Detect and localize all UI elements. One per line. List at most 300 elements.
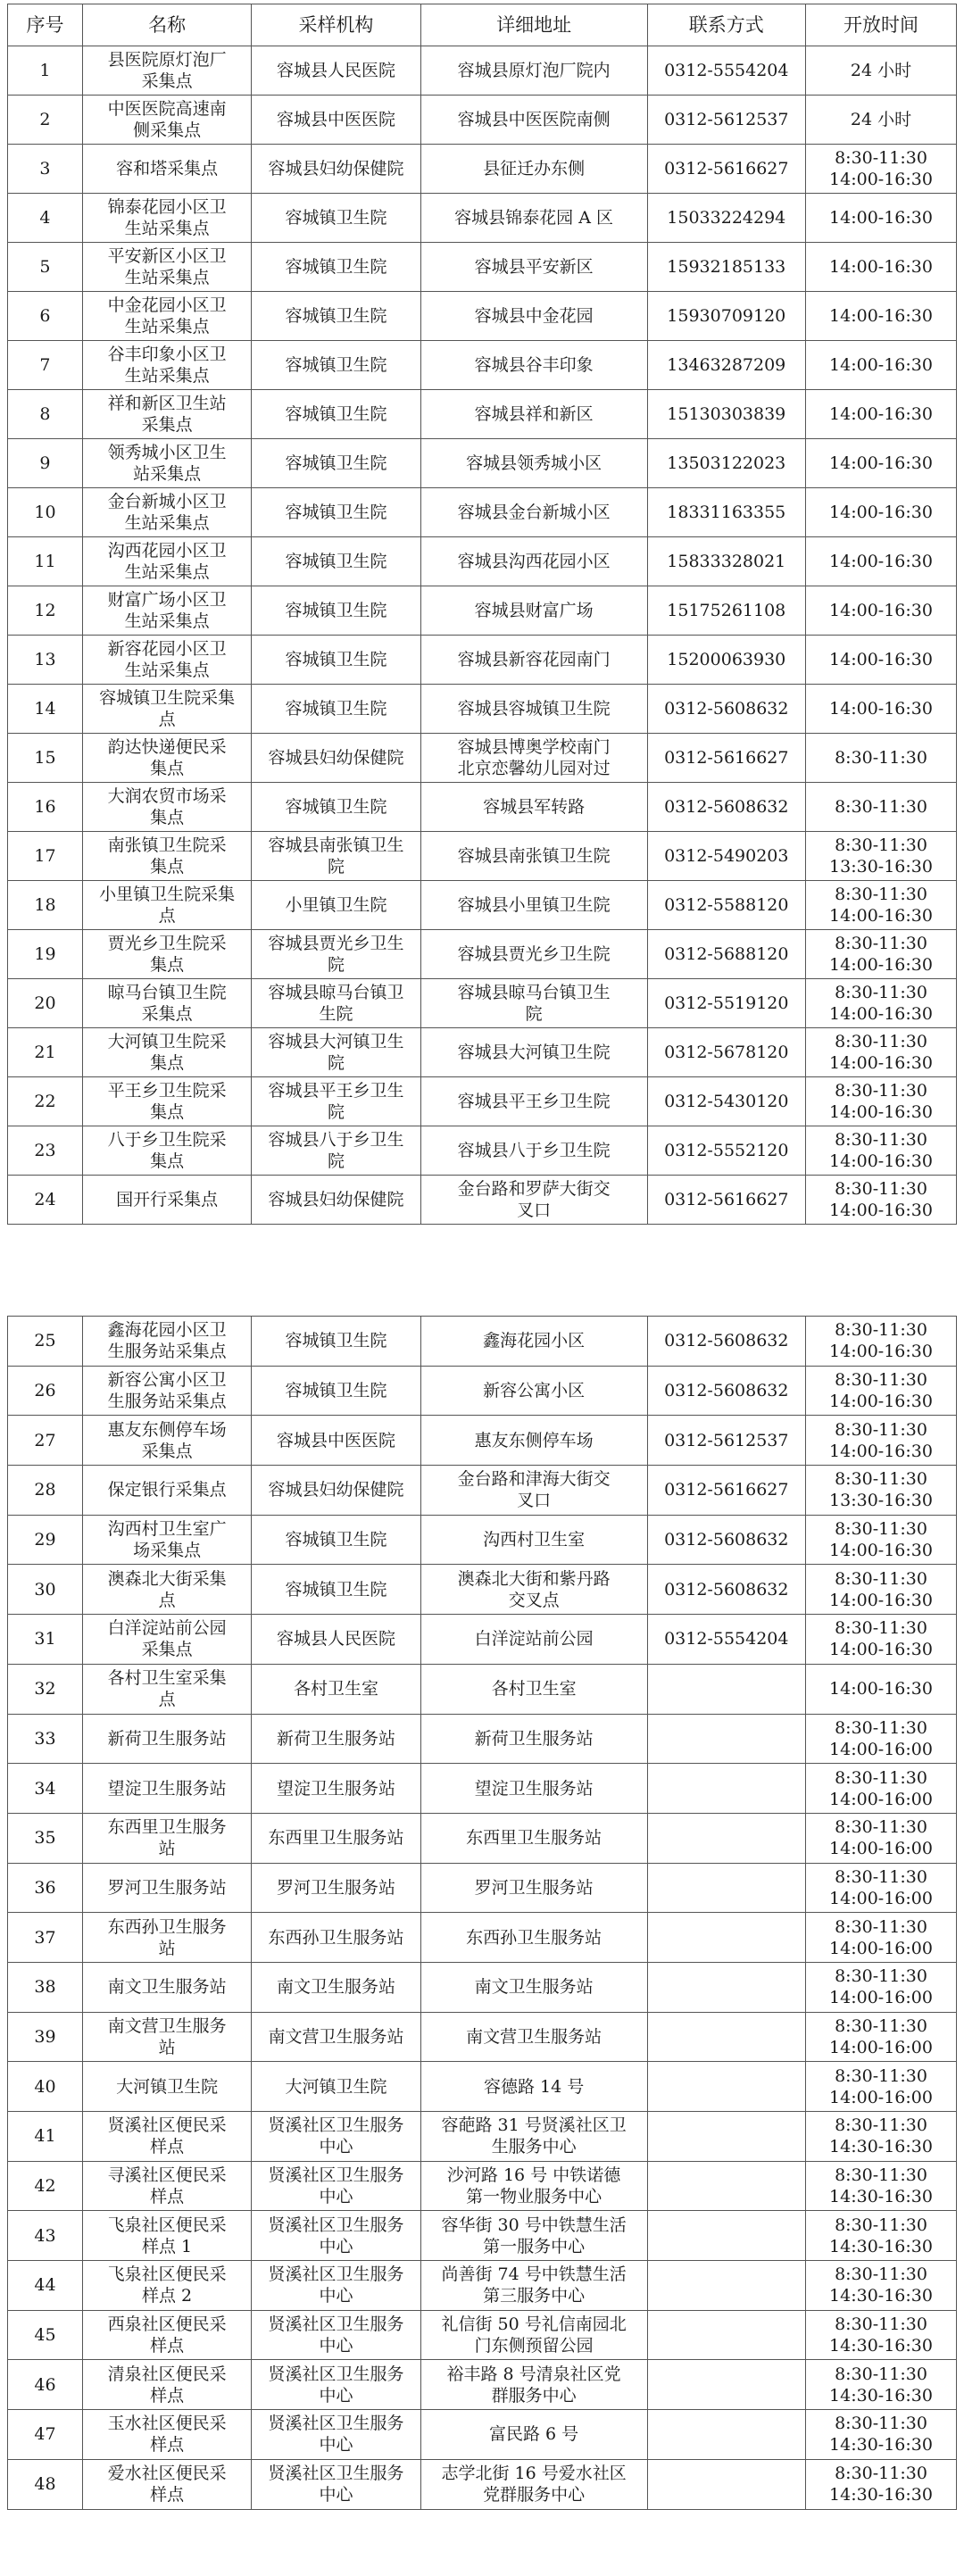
cell-name: 新容公寓小区卫 生服务站采集点: [82, 1366, 251, 1416]
cell-contact: [647, 1962, 806, 2012]
cell-address: 容城县贾光乡卫生院: [420, 930, 647, 979]
cell-hours: 14:00-16:30: [806, 194, 957, 243]
cell-index: 6: [8, 292, 83, 341]
cell-address: 容城县财富广场: [420, 586, 647, 636]
cell-address: 容城县博奥学校南门 北京恋馨幼儿园对过: [420, 734, 647, 783]
cell-index: 26: [8, 1366, 83, 1416]
cell-contact: [647, 2360, 806, 2410]
cell-address: 裕丰路 8 号清泉社区党 群服务中心: [420, 2360, 647, 2410]
cell-contact: 0312-5608632: [647, 1565, 806, 1615]
cell-index: 11: [8, 537, 83, 586]
cell-index: 23: [8, 1126, 83, 1176]
cell-address: 望淀卫生服务站: [420, 1764, 647, 1814]
cell-institution: 容城镇卫生院: [252, 1317, 420, 1367]
cell-contact: [647, 2012, 806, 2062]
table-row: [8, 1565, 957, 1615]
header-index: 序号: [8, 4, 83, 46]
header-row: [8, 4, 957, 46]
cell-name: 大河镇卫生院: [82, 2062, 251, 2112]
cell-institution: 容城县中医医院: [252, 96, 420, 145]
cell-name: 爱水社区便民采 样点: [82, 2459, 251, 2509]
cell-institution: 容城镇卫生院: [252, 439, 420, 488]
cell-institution: 容城县妇幼保健院: [252, 145, 420, 194]
cell-name: 平王乡卫生院采 集点: [82, 1077, 251, 1126]
cell-name: 大润农贸市场采 集点: [82, 783, 251, 832]
cell-hours: 8:30-11:30 14:00-16:30: [806, 1416, 957, 1466]
cell-name: 国开行采集点: [82, 1176, 251, 1225]
cell-name: 金台新城小区卫 生站采集点: [82, 488, 251, 537]
cell-institution: 容城镇卫生院: [252, 243, 420, 292]
cell-index: 35: [8, 1813, 83, 1863]
cell-address: 容城县领秀城小区: [420, 439, 647, 488]
table-row: [8, 1813, 957, 1863]
cell-hours: 8:30-11:30 14:00-16:30: [806, 1515, 957, 1565]
cell-index: 18: [8, 881, 83, 930]
table-row: [8, 341, 957, 390]
cell-name: 寻溪社区便民采 样点: [82, 2161, 251, 2211]
table-row: [8, 1416, 957, 1466]
cell-name: 祥和新区卫生站 采集点: [82, 390, 251, 439]
cell-index: 40: [8, 2062, 83, 2112]
cell-index: 14: [8, 685, 83, 734]
cell-index: 12: [8, 586, 83, 636]
cell-contact: [647, 2410, 806, 2460]
cell-name: 中金花园小区卫 生站采集点: [82, 292, 251, 341]
cell-name: 保定银行采集点: [82, 1466, 251, 1516]
cell-index: 32: [8, 1664, 83, 1714]
cell-address: 容城县容城镇卫生院: [420, 685, 647, 734]
cell-name: 东西里卫生服务 站: [82, 1813, 251, 1863]
cell-institution: 容城镇卫生院: [252, 341, 420, 390]
cell-institution: 容城县妇幼保健院: [252, 1176, 420, 1225]
cell-institution: 贤溪社区卫生服务 中心: [252, 2211, 420, 2261]
cell-hours: 14:00-16:30: [806, 292, 957, 341]
cell-hours: 8:30-11:30 14:00-16:00: [806, 1863, 957, 1913]
cell-index: 38: [8, 1962, 83, 2012]
cell-address: 金台路和津海大街交 叉口: [420, 1466, 647, 1516]
cell-name: 沟西村卫生室广 场采集点: [82, 1515, 251, 1565]
table-row: [8, 1028, 957, 1077]
cell-institution: 容城县平王乡卫生 院: [252, 1077, 420, 1126]
cell-address: 罗河卫生服务站: [420, 1863, 647, 1913]
cell-name: 贤溪社区便民采 样点: [82, 2112, 251, 2162]
cell-institution: 贤溪社区卫生服务 中心: [252, 2261, 420, 2311]
cell-hours: 8:30-11:30 14:30-16:30: [806, 2310, 957, 2360]
cell-contact: 15130303839: [647, 390, 806, 439]
cell-contact: 0312-5608632: [647, 1317, 806, 1367]
table-row: [8, 783, 957, 832]
cell-institution: 望淀卫生服务站: [252, 1764, 420, 1814]
table-row: [8, 2062, 957, 2112]
cell-address: 容城县锦泰花园 A 区: [420, 194, 647, 243]
cell-name: 沟西花园小区卫 生站采集点: [82, 537, 251, 586]
cell-institution: 罗河卫生服务站: [252, 1863, 420, 1913]
cell-address: 容城县谷丰印象: [420, 341, 647, 390]
cell-address: 新容公寓小区: [420, 1366, 647, 1416]
cell-name: 新荷卫生服务站: [82, 1714, 251, 1764]
cell-address: 容城县八于乡卫生院: [420, 1126, 647, 1176]
cell-hours: 8:30-11:30 13:30-16:30: [806, 832, 957, 881]
cell-name: 县医院原灯泡厂 采集点: [82, 46, 251, 96]
cell-contact: 0312-5612537: [647, 96, 806, 145]
cell-address: 东西孙卫生服务站: [420, 1913, 647, 1963]
cell-institution: 容城镇卫生院: [252, 1366, 420, 1416]
cell-name: 容城镇卫生院采集 点: [82, 685, 251, 734]
cell-name: 大河镇卫生院采 集点: [82, 1028, 251, 1077]
cell-contact: 0312-5612537: [647, 1416, 806, 1466]
cell-hours: 8:30-11:30 14:00-16:30: [806, 1317, 957, 1367]
table-row: [8, 979, 957, 1028]
table-row: [8, 2012, 957, 2062]
cell-contact: 18331163355: [647, 488, 806, 537]
cell-index: 2: [8, 96, 83, 145]
cell-hours: 8:30-11:30 14:00-16:30: [806, 881, 957, 930]
table-row: [8, 930, 957, 979]
cell-hours: 8:30-11:30 14:00-16:00: [806, 1813, 957, 1863]
cell-institution: 东西里卫生服务站: [252, 1813, 420, 1863]
cell-contact: [647, 2310, 806, 2360]
cell-contact: 0312-5490203: [647, 832, 806, 881]
cell-address: 礼信街 50 号礼信南园北 门东侧预留公园: [420, 2310, 647, 2360]
table-row: [8, 1962, 957, 2012]
cell-index: 27: [8, 1416, 83, 1466]
cell-hours: 14:00-16:30: [806, 243, 957, 292]
cell-index: 41: [8, 2112, 83, 2162]
cell-name: 清泉社区便民采 样点: [82, 2360, 251, 2410]
cell-name: 小里镇卫生院采集 点: [82, 881, 251, 930]
table-row: [8, 537, 957, 586]
cell-address: 容城县原灯泡厂院内: [420, 46, 647, 96]
cell-name: 南文卫生服务站: [82, 1962, 251, 2012]
cell-index: 31: [8, 1615, 83, 1665]
cell-hours: 8:30-11:30 14:00-16:30: [806, 1077, 957, 1126]
cell-hours: 8:30-11:30 14:00-16:30: [806, 1615, 957, 1665]
cell-name: 平安新区小区卫 生站采集点: [82, 243, 251, 292]
cell-hours: 24 小时: [806, 46, 957, 96]
table-row: [8, 2360, 957, 2410]
cell-address: 惠友东侧停车场: [420, 1416, 647, 1466]
cell-institution: 容城县晾马台镇卫 生院: [252, 979, 420, 1028]
cell-contact: 0312-5588120: [647, 881, 806, 930]
cell-contact: 15200063930: [647, 636, 806, 685]
cell-index: 19: [8, 930, 83, 979]
cell-hours: 8:30-11:30 14:00-16:00: [806, 1714, 957, 1764]
cell-address: 容城县金台新城小区: [420, 488, 647, 537]
cell-hours: 14:00-16:30: [806, 341, 957, 390]
table-row: [8, 636, 957, 685]
cell-hours: 8:30-11:30 14:30-16:30: [806, 2161, 957, 2211]
table-row: [8, 734, 957, 783]
cell-hours: 8:30-11:30 14:00-16:00: [806, 1764, 957, 1814]
table-row: [8, 881, 957, 930]
cell-address: 县征迁办东侧: [420, 145, 647, 194]
cell-index: 22: [8, 1077, 83, 1126]
cell-name: 南文营卫生服务 站: [82, 2012, 251, 2062]
table-row: [8, 1176, 957, 1225]
cell-hours: 8:30-11:30 14:00-16:30: [806, 1366, 957, 1416]
cell-index: 33: [8, 1714, 83, 1764]
cell-contact: [647, 2161, 806, 2211]
cell-contact: [647, 2459, 806, 2509]
cell-contact: 0312-5552120: [647, 1126, 806, 1176]
cell-hours: 8:30-11:30 14:00-16:00: [806, 1962, 957, 2012]
table-row: [8, 243, 957, 292]
cell-hours: 8:30-11:30: [806, 783, 957, 832]
cell-address: 沟西村卫生室: [420, 1515, 647, 1565]
cell-institution: 容城县中医医院: [252, 1416, 420, 1466]
cell-index: 29: [8, 1515, 83, 1565]
cell-hours: 8:30-11:30 13:30-16:30: [806, 1466, 957, 1516]
cell-hours: 14:00-16:30: [806, 636, 957, 685]
cell-hours: 24 小时: [806, 96, 957, 145]
header-contact: 联系方式: [647, 4, 806, 46]
table-row: [8, 194, 957, 243]
cell-address: 容德路 14 号: [420, 2062, 647, 2112]
cell-name: 玉水社区便民采 样点: [82, 2410, 251, 2460]
sampling-sites-table-part1: [7, 4, 957, 1225]
cell-institution: 东西孙卫生服务站: [252, 1913, 420, 1963]
cell-index: 46: [8, 2360, 83, 2410]
sampling-sites-table-part2: [7, 1316, 957, 2510]
table-row: [8, 1615, 957, 1665]
cell-index: 17: [8, 832, 83, 881]
cell-index: 47: [8, 2410, 83, 2460]
cell-address: 容城县新容花园南门: [420, 636, 647, 685]
cell-address: 富民路 6 号: [420, 2410, 647, 2460]
cell-institution: 容城县妇幼保健院: [252, 1466, 420, 1516]
cell-institution: 南文营卫生服务站: [252, 2012, 420, 2062]
cell-index: 13: [8, 636, 83, 685]
cell-address: 容城县南张镇卫生院: [420, 832, 647, 881]
cell-contact: 0312-5688120: [647, 930, 806, 979]
table-row: [8, 488, 957, 537]
cell-index: 34: [8, 1764, 83, 1814]
cell-index: 43: [8, 2211, 83, 2261]
cell-contact: 13463287209: [647, 341, 806, 390]
table-row: [8, 586, 957, 636]
table-row: [8, 2161, 957, 2211]
table-row: [8, 1317, 957, 1367]
table-row: [8, 1764, 957, 1814]
table-row: [8, 1664, 957, 1714]
table-row: [8, 439, 957, 488]
cell-contact: [647, 1813, 806, 1863]
cell-hours: 8:30-11:30 14:30-16:30: [806, 2261, 957, 2311]
cell-contact: 0312-5554204: [647, 1615, 806, 1665]
cell-contact: 15932185133: [647, 243, 806, 292]
header-address: 详细地址: [420, 4, 647, 46]
cell-contact: [647, 2112, 806, 2162]
cell-name: 飞泉社区便民采 样点 2: [82, 2261, 251, 2311]
cell-index: 37: [8, 1913, 83, 1963]
cell-institution: 容城镇卫生院: [252, 636, 420, 685]
cell-address: 容城县大河镇卫生院: [420, 1028, 647, 1077]
cell-name: 八于乡卫生院采 集点: [82, 1126, 251, 1176]
cell-institution: 容城镇卫生院: [252, 1565, 420, 1615]
cell-index: 10: [8, 488, 83, 537]
cell-hours: 8:30-11:30 14:30-16:30: [806, 2360, 957, 2410]
cell-hours: 14:00-16:30: [806, 1664, 957, 1714]
cell-name: 新容花园小区卫 生站采集点: [82, 636, 251, 685]
header-hours: 开放时间: [806, 4, 957, 46]
cell-contact: 0312-5616627: [647, 1466, 806, 1516]
cell-index: 1: [8, 46, 83, 96]
table-row: [8, 832, 957, 881]
cell-hours: 8:30-11:30 14:00-16:30: [806, 930, 957, 979]
cell-name: 南张镇卫生院采 集点: [82, 832, 251, 881]
cell-address: 容城县沟西花园小区: [420, 537, 647, 586]
cell-institution: 容城县人民医院: [252, 46, 420, 96]
cell-name: 惠友东侧停车场 采集点: [82, 1416, 251, 1466]
cell-contact: 0312-5616627: [647, 734, 806, 783]
cell-contact: [647, 1913, 806, 1963]
table-row: [8, 292, 957, 341]
cell-index: 42: [8, 2161, 83, 2211]
cell-hours: 8:30-11:30 14:30-16:30: [806, 2211, 957, 2261]
cell-address: 容城县军转路: [420, 783, 647, 832]
cell-index: 7: [8, 341, 83, 390]
cell-contact: 15930709120: [647, 292, 806, 341]
cell-hours: 8:30-11:30 14:00-16:00: [806, 2062, 957, 2112]
cell-name: 领秀城小区卫生 站采集点: [82, 439, 251, 488]
cell-institution: 容城镇卫生院: [252, 194, 420, 243]
cell-institution: 贤溪社区卫生服务 中心: [252, 2360, 420, 2410]
table-row: [8, 2459, 957, 2509]
cell-index: 20: [8, 979, 83, 1028]
cell-index: 45: [8, 2310, 83, 2360]
cell-contact: [647, 1664, 806, 1714]
cell-name: 澳森北大街采集 点: [82, 1565, 251, 1615]
table-row: [8, 2261, 957, 2311]
cell-institution: 容城镇卫生院: [252, 1515, 420, 1565]
cell-institution: 贤溪社区卫生服务 中心: [252, 2310, 420, 2360]
cell-name: 财富广场小区卫 生站采集点: [82, 586, 251, 636]
cell-hours: 14:00-16:30: [806, 390, 957, 439]
cell-index: 3: [8, 145, 83, 194]
table-row: [8, 1863, 957, 1913]
cell-name: 中医医院高速南 侧采集点: [82, 96, 251, 145]
table-row: [8, 2410, 957, 2460]
cell-hours: 8:30-11:30 14:00-16:30: [806, 1126, 957, 1176]
cell-name: 白洋淀站前公园 采集点: [82, 1615, 251, 1665]
table-row: [8, 1366, 957, 1416]
cell-address: 志学北街 16 号爱水社区 党群服务中心: [420, 2459, 647, 2509]
cell-name: 罗河卫生服务站: [82, 1863, 251, 1913]
cell-hours: 8:30-11:30 14:00-16:30: [806, 979, 957, 1028]
cell-contact: [647, 1764, 806, 1814]
cell-address: 澳森北大街和紫丹路 交叉点: [420, 1565, 647, 1615]
cell-contact: 0312-5608632: [647, 783, 806, 832]
cell-index: 9: [8, 439, 83, 488]
cell-hours: 8:30-11:30 14:00-16:30: [806, 1176, 957, 1225]
cell-contact: 15833328021: [647, 537, 806, 586]
cell-contact: 0312-5554204: [647, 46, 806, 96]
cell-institution: 容城镇卫生院: [252, 390, 420, 439]
cell-index: 25: [8, 1317, 83, 1367]
table-row: [8, 685, 957, 734]
cell-institution: 大河镇卫生院: [252, 2062, 420, 2112]
cell-hours: 8:30-11:30 14:00-16:30: [806, 145, 957, 194]
cell-address: 容城县平安新区: [420, 243, 647, 292]
cell-name: 西泉社区便民采 样点: [82, 2310, 251, 2360]
cell-index: 48: [8, 2459, 83, 2509]
cell-hours: 14:00-16:30: [806, 685, 957, 734]
cell-address: 尚善街 74 号中铁慧生活 第三服务中心: [420, 2261, 647, 2311]
cell-hours: 8:30-11:30 14:00-16:00: [806, 1913, 957, 1963]
cell-institution: 容城县人民医院: [252, 1615, 420, 1665]
cell-hours: 14:00-16:30: [806, 537, 957, 586]
cell-institution: 贤溪社区卫生服务 中心: [252, 2459, 420, 2509]
table-row: [8, 1515, 957, 1565]
cell-address: 东西里卫生服务站: [420, 1813, 647, 1863]
cell-index: 39: [8, 2012, 83, 2062]
cell-name: 飞泉社区便民采 样点 1: [82, 2211, 251, 2261]
cell-contact: [647, 2211, 806, 2261]
cell-index: 28: [8, 1466, 83, 1516]
cell-address: 容华街 30 号中铁慧生活 第一服务中心: [420, 2211, 647, 2261]
cell-name: 谷丰印象小区卫 生站采集点: [82, 341, 251, 390]
cell-hours: 8:30-11:30 14:00-16:30: [806, 1028, 957, 1077]
cell-address: 容城县平王乡卫生院: [420, 1077, 647, 1126]
cell-hours: 8:30-11:30 14:00-16:30: [806, 1565, 957, 1615]
table-row: [8, 145, 957, 194]
cell-address: 容城县祥和新区: [420, 390, 647, 439]
table-row: [8, 96, 957, 145]
cell-address: 白洋淀站前公园: [420, 1615, 647, 1665]
cell-contact: 15033224294: [647, 194, 806, 243]
cell-contact: 0312-5616627: [647, 145, 806, 194]
table-row: [8, 1714, 957, 1764]
table-row: [8, 1913, 957, 1963]
table-row: [8, 1466, 957, 1516]
cell-address: 南文营卫生服务站: [420, 2012, 647, 2062]
cell-contact: 0312-5608632: [647, 1515, 806, 1565]
cell-institution: 容城县八于乡卫生 院: [252, 1126, 420, 1176]
cell-hours: 14:00-16:30: [806, 586, 957, 636]
cell-address: 容城县小里镇卫生院: [420, 881, 647, 930]
cell-address: 沙河路 16 号 中铁诺德 第一物业服务中心: [420, 2161, 647, 2211]
cell-contact: 0312-5430120: [647, 1077, 806, 1126]
cell-contact: 0312-5616627: [647, 1176, 806, 1225]
cell-address: 新荷卫生服务站: [420, 1714, 647, 1764]
cell-contact: 0312-5678120: [647, 1028, 806, 1077]
cell-contact: [647, 2261, 806, 2311]
table-row: [8, 390, 957, 439]
cell-institution: 容城县贾光乡卫生 院: [252, 930, 420, 979]
cell-hours: 8:30-11:30 14:30-16:30: [806, 2112, 957, 2162]
cell-name: 锦泰花园小区卫 生站采集点: [82, 194, 251, 243]
cell-institution: 容城县妇幼保健院: [252, 734, 420, 783]
table-row: [8, 2211, 957, 2261]
cell-institution: 贤溪社区卫生服务 中心: [252, 2410, 420, 2460]
cell-address: 容城县晾马台镇卫生 院: [420, 979, 647, 1028]
cell-index: 21: [8, 1028, 83, 1077]
cell-index: 5: [8, 243, 83, 292]
cell-institution: 容城镇卫生院: [252, 783, 420, 832]
cell-contact: 0312-5519120: [647, 979, 806, 1028]
cell-institution: 贤溪社区卫生服务 中心: [252, 2112, 420, 2162]
cell-contact: [647, 2062, 806, 2112]
cell-hours: 8:30-11:30 14:00-16:00: [806, 2012, 957, 2062]
cell-hours: 8:30-11:30: [806, 734, 957, 783]
cell-name: 东西孙卫生服务 站: [82, 1913, 251, 1963]
cell-contact: 0312-5608632: [647, 1366, 806, 1416]
cell-contact: [647, 1863, 806, 1913]
cell-address: 容葩路 31 号贤溪社区卫 生服务中心: [420, 2112, 647, 2162]
cell-index: 8: [8, 390, 83, 439]
cell-address: 各村卫生室: [420, 1664, 647, 1714]
header-name: 名称: [82, 4, 251, 46]
